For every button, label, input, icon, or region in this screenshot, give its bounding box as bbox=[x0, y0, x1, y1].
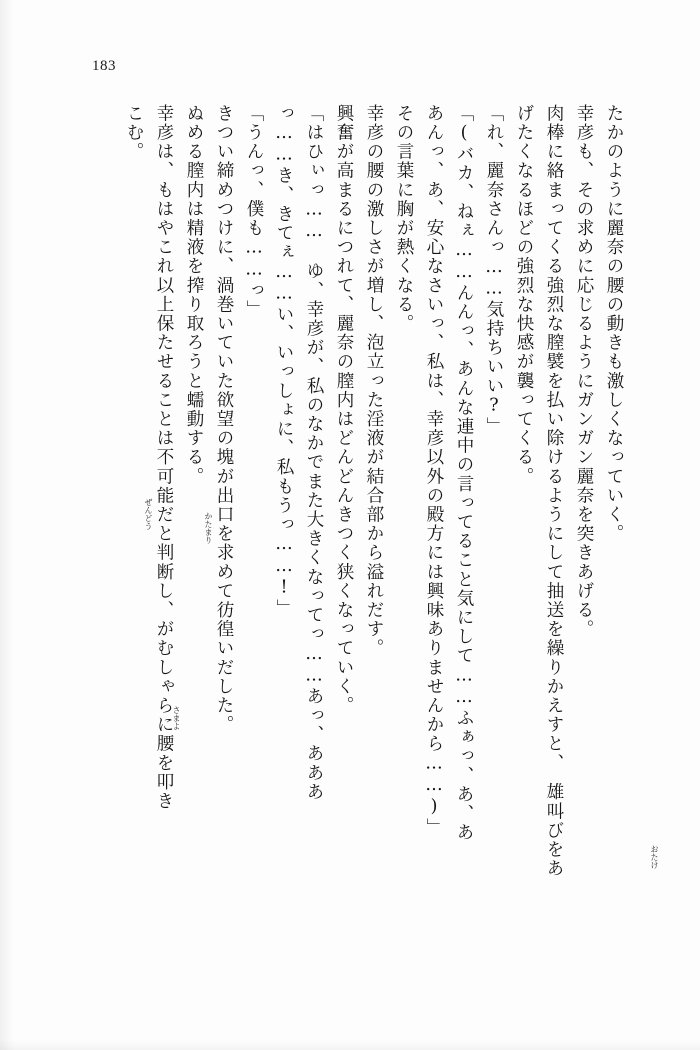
text-column: 幸彦も、その求めに応じるようにガンガン麗奈を突きあげる。 bbox=[574, 104, 594, 639]
text-column: 「うんっ、僕も……っ」 bbox=[244, 104, 264, 320]
text-column: 「(バカ、ねぇ……んんっ、あんな連中の言ってること気にして……ふぁっ、あ、あ bbox=[454, 104, 474, 843]
vertical-text-body bbox=[66, 104, 622, 984]
text-column: その言葉に胸が熱くなる。 bbox=[394, 104, 414, 334]
text-column: こむ。 bbox=[124, 104, 144, 162]
text-column: げたくなるほどの強烈な快感が襲ってくる。 bbox=[514, 104, 534, 486]
text-column: 肉棒に絡まってくる強烈な膣襞を払い除けるようにして抽送を繰りかえすと、 雄叫びをあ bbox=[544, 104, 564, 879]
ruby-zendou: ぜんどう bbox=[144, 498, 153, 530]
text-column: 興奮が高まるにつれて、麗奈の膣内はどんどんきつく狭くなっていく。 bbox=[334, 104, 354, 716]
ruby-otake: おたけ bbox=[650, 845, 659, 869]
ruby-katamari: かたまり bbox=[204, 512, 213, 544]
text-column: ぬめる膣内は精液を搾り取ろうと蠕動する。 bbox=[184, 104, 204, 486]
text-column: 幸彦は、もはやこれ以上保たせることは不可能だと判断し、がむしゃらに腰を叩き bbox=[154, 104, 174, 811]
page-number: 183 bbox=[92, 58, 116, 74]
page-edge-shadow-left bbox=[0, 0, 14, 1050]
text-column: 「れ、麗奈さんっ……気持ちいい?」 bbox=[484, 104, 504, 437]
text-column: っ……き、きてぇ……い、いっしょに、私もうっ……!」 bbox=[274, 104, 294, 619]
text-column: たかのように麗奈の腰の動きも激しくなっていく。 bbox=[604, 104, 624, 544]
text-column: きつい締めつけに、渦巻いていた欲望の塊が出口を求めて彷徨いだした。 bbox=[214, 104, 234, 735]
text-column: 「はひぃっ…… ゆ、幸彦が、私のなかでまた大きくなってっ……あっ、あああ bbox=[304, 104, 324, 802]
text-column: あんっ、あ、安心なさいっ、私は、幸彦以外の殿方には興味ありませんから……)」 bbox=[424, 104, 444, 838]
ruby-samayo: さまよ bbox=[172, 706, 181, 730]
page-edge-shadow-bottom bbox=[0, 1040, 700, 1050]
text-column: 幸彦の腰の激しさが増し、泡立った淫液が結合部から溢れだす。 bbox=[364, 104, 384, 658]
